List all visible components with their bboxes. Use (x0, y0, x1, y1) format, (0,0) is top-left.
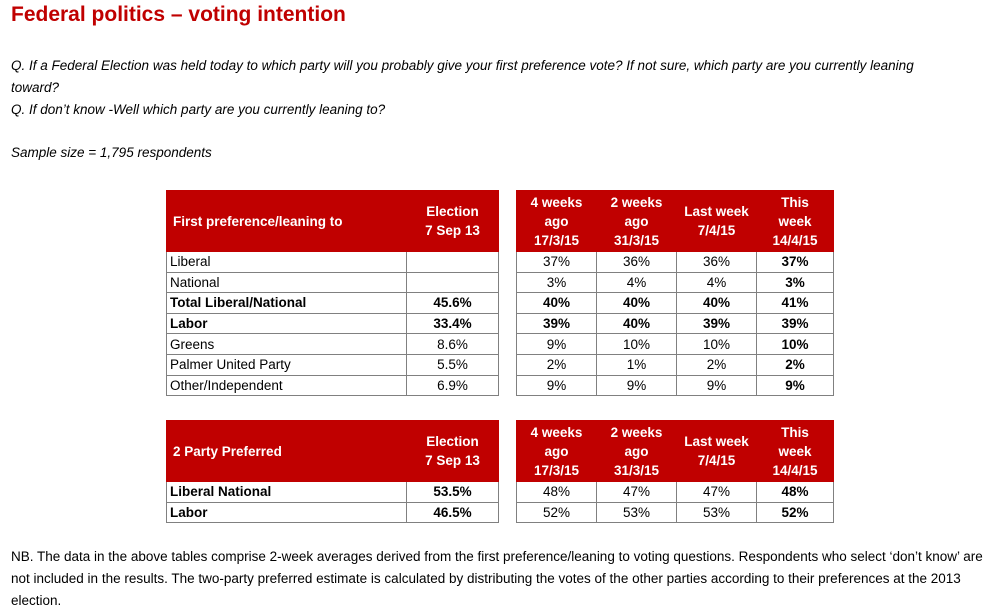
table-row: Liberal National 53.5% 48% 47% 47% 48% (167, 482, 834, 503)
header-2-weeks: 2 weeks ago 31/3/15 (597, 191, 677, 252)
page-title: Federal politics – voting intention (11, 3, 346, 26)
table-row: Liberal 37% 36% 36% 37% (167, 252, 834, 273)
table-row: Other/Independent 6.9% 9% 9% 9% 9% (167, 375, 834, 396)
header-label: 2 Party Preferred (167, 421, 407, 482)
question-1: Q. If a Federal Election was held today to which party will you probably give your first preference vote? If not sure, which party are you currently leaning toward? (11, 58, 914, 95)
header-4-weeks: 4 weeks ago 17/3/15 (517, 421, 597, 482)
table-row: National 3% 4% 4% 3% (167, 272, 834, 293)
question-2: Q. If don’t know -Well which party are you currently leaning to? (11, 102, 386, 117)
header-this-week: This week 14/4/15 (757, 191, 834, 252)
table-row: Total Liberal/National 45.6% 40% 40% 40% 41% (167, 293, 834, 314)
table-header-row (167, 191, 834, 252)
header-last-week: Last week 7/4/15 (677, 421, 757, 482)
header-last-week: Last week 7/4/15 (677, 191, 757, 252)
table-row: Palmer United Party 5.5% 2% 1% 2% 2% (167, 354, 834, 375)
header-this-week: This week 14/4/15 (757, 421, 834, 482)
two-party-preferred-table (166, 420, 834, 523)
header-election: Election 7 Sep 13 (407, 191, 499, 252)
table-row: Labor 33.4% 39% 40% 39% 39% (167, 313, 834, 334)
footnote: NB. The data in the above tables comprise 2-week averages derived from the first preference/leaning to voting questions. Respondents who select ‘don’t know’ are not included in the results. The two-party preferred estimate is calculated by distributing the votes of the other parties according to their preferences at the 2013 election. (11, 549, 983, 608)
sample-size: Sample size = 1,795 respondents (11, 145, 212, 160)
table-header-row (167, 421, 834, 482)
header-label: First preference/leaning to (167, 191, 407, 252)
table-row: Labor 46.5% 52% 53% 53% 52% (167, 502, 834, 523)
header-4-weeks: 4 weeks ago 17/3/15 (517, 191, 597, 252)
table-row: Greens 8.6% 9% 10% 10% 10% (167, 334, 834, 355)
header-election: Election 7 Sep 13 (407, 421, 499, 482)
header-2-weeks: 2 weeks ago 31/3/15 (597, 421, 677, 482)
first-preference-table (166, 190, 834, 396)
